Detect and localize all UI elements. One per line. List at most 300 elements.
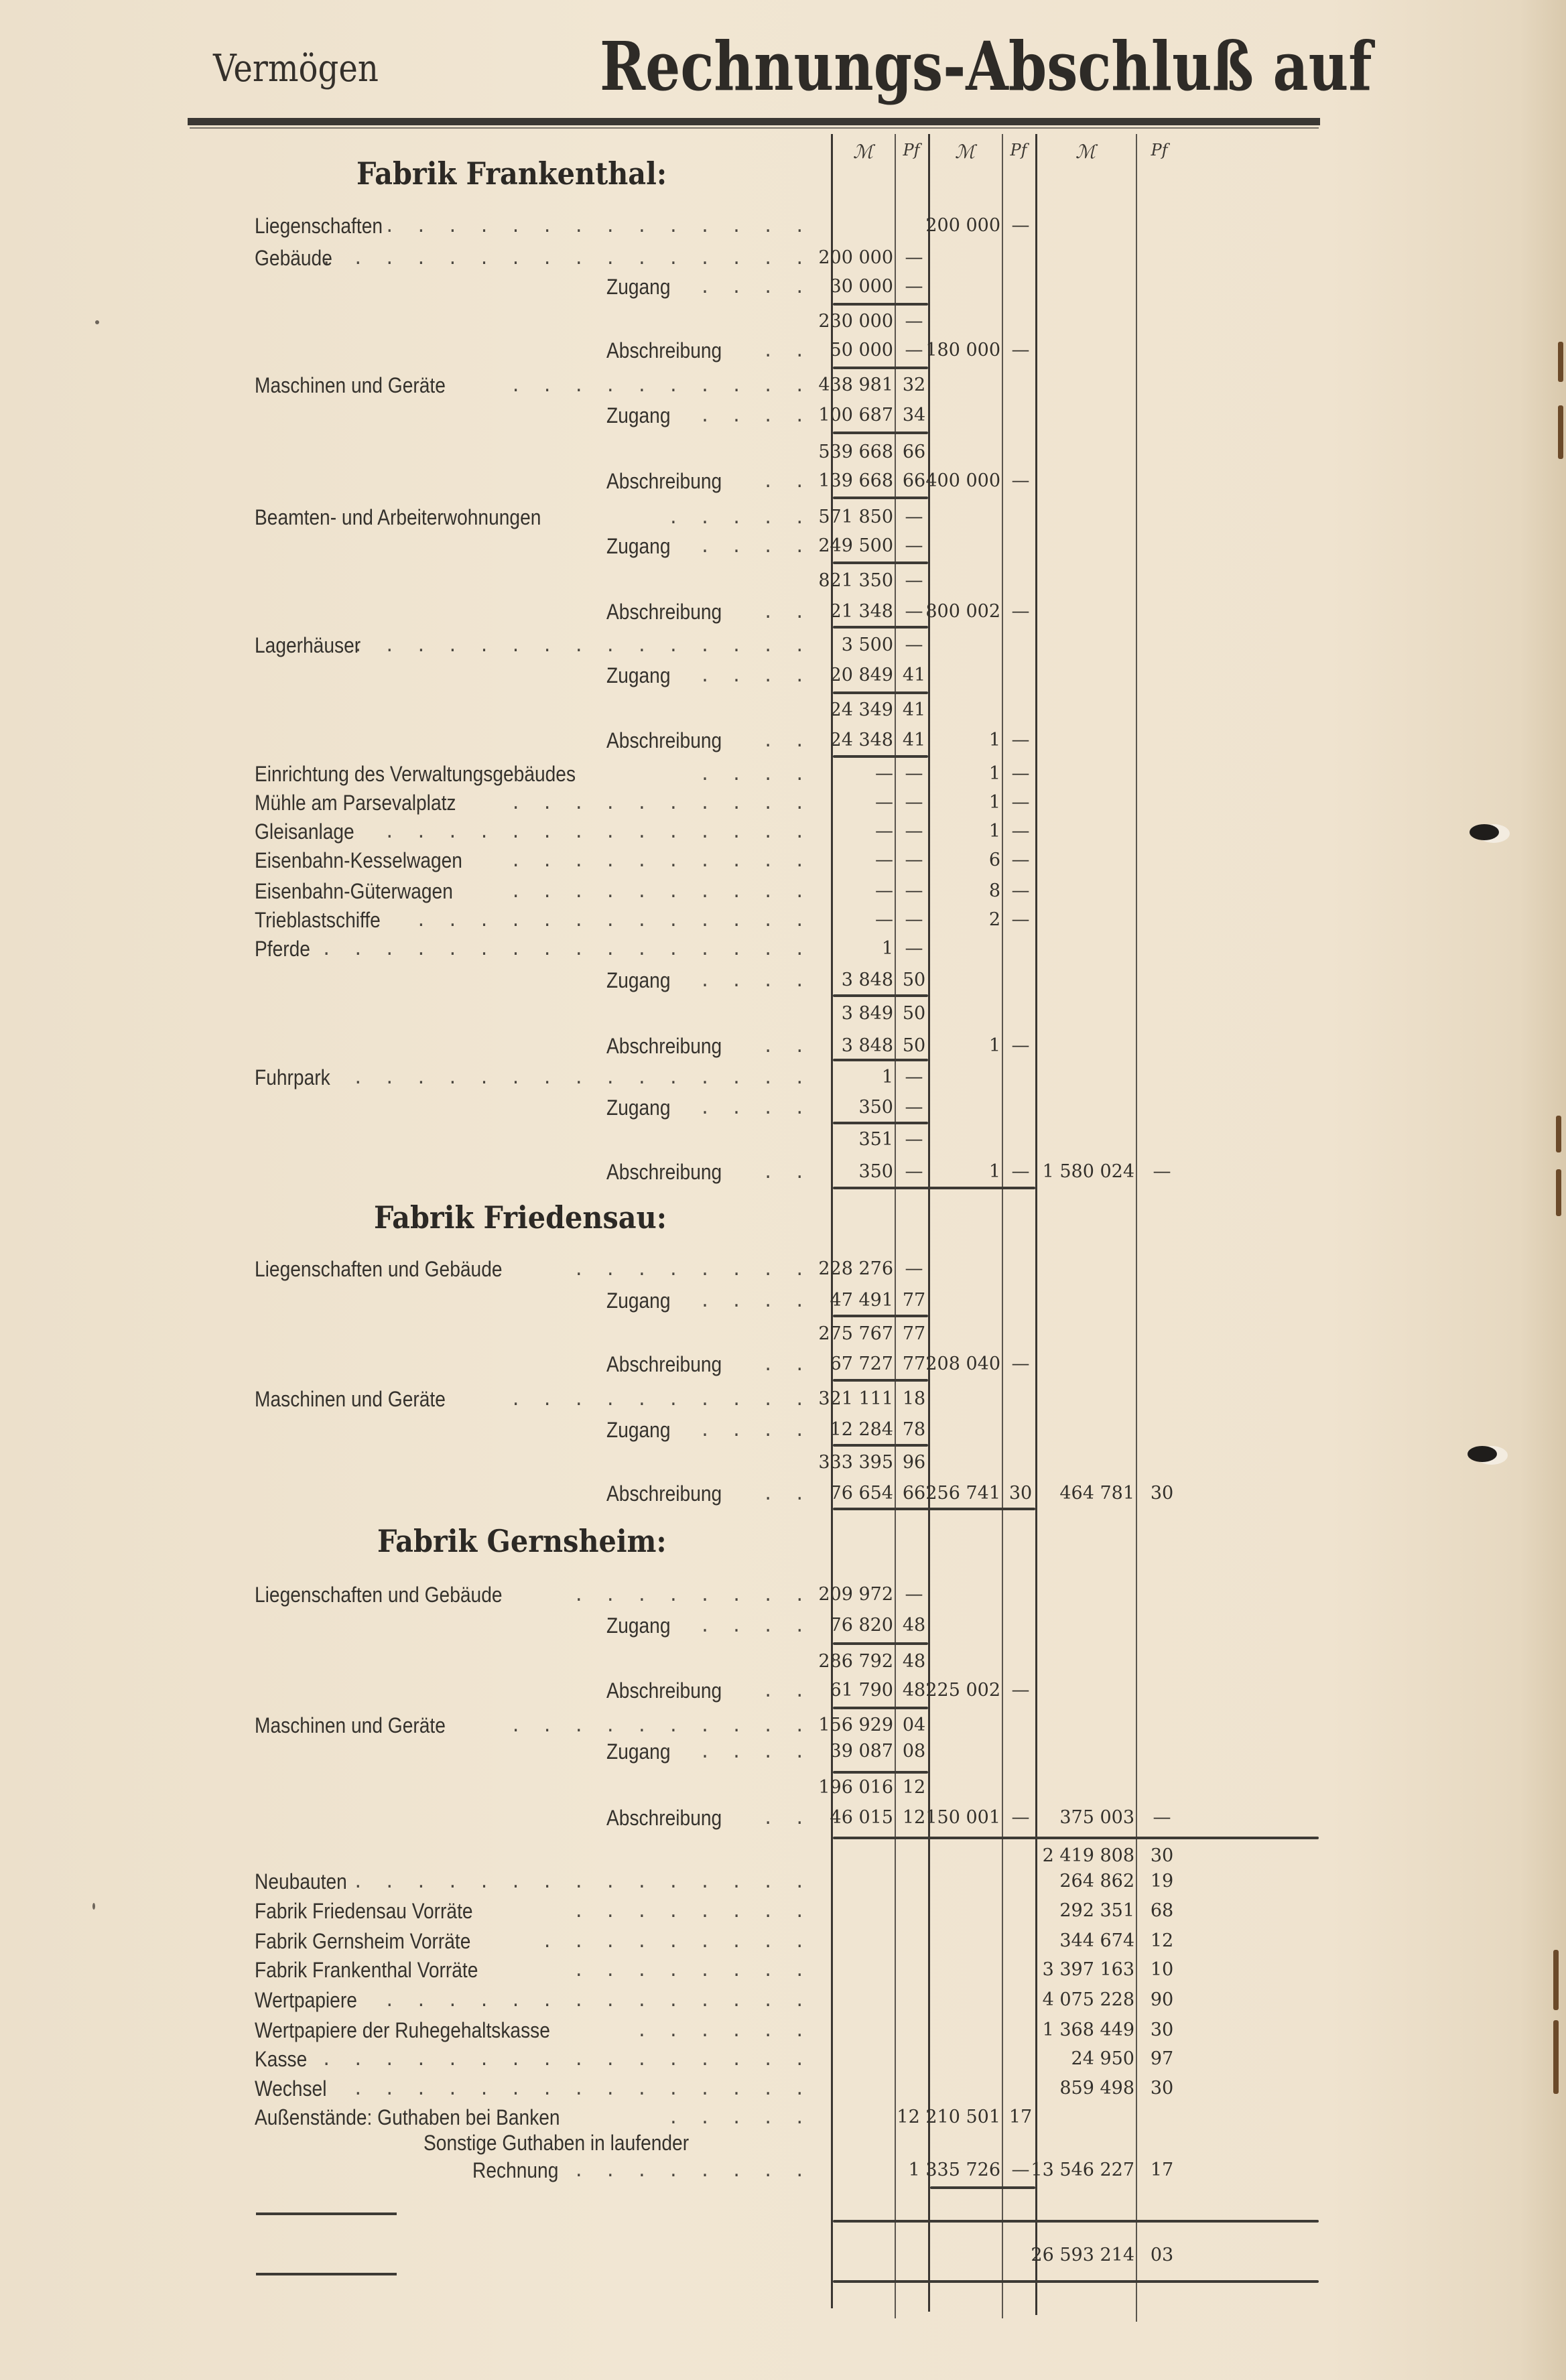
row-label: Zugang bbox=[606, 534, 671, 558]
row-label: Abschreibung bbox=[606, 1034, 722, 1058]
col1-pf-header: Pf bbox=[903, 141, 920, 159]
pfennig-amount-col3: 68 bbox=[1150, 1900, 1174, 1921]
signature-line bbox=[256, 2212, 397, 2215]
mark-amount-col3: 859 498 bbox=[1059, 2078, 1134, 2099]
leader-dots: . . . . bbox=[702, 968, 812, 992]
pfennig-amount-col1: — bbox=[905, 635, 923, 655]
mark-amount-col2: 225 002 bbox=[925, 1680, 1000, 1701]
pfennig-amount-col3: 30 bbox=[1150, 2078, 1174, 2099]
leader-dots: . . . . bbox=[702, 1739, 812, 1763]
pfennig-amount-col1: 08 bbox=[902, 1741, 926, 1762]
pfennig-amount-col3: 19 bbox=[1150, 1871, 1174, 1892]
pfennig-amount-col2: — bbox=[1011, 763, 1030, 784]
leader-dots: . . . . . . . . bbox=[575, 1257, 812, 1280]
mark-amount-col3: 13 546 227 bbox=[1031, 2160, 1134, 2180]
pfennig-amount-col1: 50 bbox=[902, 1003, 926, 1024]
mark-amount-col1: 76 820 bbox=[830, 1615, 893, 1636]
ledger-row bbox=[0, 935, 1566, 962]
mark-amount-col3: 464 781 bbox=[1059, 1483, 1134, 1504]
ledger-row bbox=[0, 1351, 1566, 1378]
pfennig-amount-col3: — bbox=[1153, 1807, 1171, 1828]
mark-amount-col2: 200 000 bbox=[925, 215, 1000, 236]
ledger-row bbox=[0, 662, 1566, 689]
mark-amount-col3: 264 862 bbox=[1059, 1871, 1134, 1892]
mark-amount-col1: — bbox=[875, 909, 893, 930]
pfennig-amount-col2: — bbox=[1011, 821, 1030, 842]
leader-dots: . . . . . . . . . . bbox=[512, 373, 812, 397]
mark-amount-col2: 1 bbox=[988, 792, 1000, 813]
signature-line bbox=[256, 2273, 397, 2275]
row-label: Gleisanlage bbox=[255, 819, 354, 844]
row-label: Wertpapiere bbox=[255, 1988, 357, 2012]
ledger-row bbox=[0, 1612, 1566, 1639]
mark-amount-col1: 275 767 bbox=[818, 1323, 893, 1344]
mark-amount-col1: 1 bbox=[881, 1067, 893, 1087]
pfennig-amount-col1: — bbox=[905, 1584, 923, 1605]
ledger-row bbox=[0, 632, 1566, 659]
row-label: Zugang bbox=[606, 1739, 671, 1764]
mark-amount-col1: 351 bbox=[858, 1129, 893, 1150]
pfennig-amount-col1: — bbox=[905, 850, 923, 870]
row-label: Zugang bbox=[606, 1288, 671, 1313]
mark-amount-col1: 196 016 bbox=[818, 1777, 893, 1798]
leader-dots: . . . . . . . . . . . . . . bbox=[386, 1988, 812, 2011]
sum-rule bbox=[833, 367, 928, 369]
pfennig-amount-col1: — bbox=[905, 1097, 923, 1118]
punch-hole bbox=[1470, 824, 1499, 840]
mark-amount-col1: — bbox=[875, 850, 893, 870]
row-label: Maschinen und Geräte bbox=[255, 1387, 446, 1411]
ledger-row bbox=[0, 2104, 1566, 2131]
sum-rule bbox=[833, 1444, 928, 1447]
pfennig-amount-col2: — bbox=[1011, 1807, 1030, 1828]
mark-amount-col1: 39 087 bbox=[830, 1741, 893, 1762]
ledger-row bbox=[0, 878, 1566, 905]
leader-dots: . . bbox=[765, 1678, 812, 1702]
pfennig-amount-col1: 50 bbox=[902, 970, 926, 990]
ledger-row bbox=[0, 337, 1566, 364]
section-heading-gernsheim: Fabrik Gernsheim: bbox=[377, 1523, 667, 1559]
row-label: Abschreibung bbox=[606, 1160, 722, 1184]
mark-amount-col1: 76 654 bbox=[830, 1483, 893, 1504]
mark-amount-col2: 1 335 726 bbox=[908, 2160, 1000, 2180]
mark-amount-col1: 67 727 bbox=[830, 1353, 893, 1374]
ledger-row bbox=[0, 212, 1566, 239]
row-label: Liegenschaften bbox=[255, 214, 383, 238]
sum-rule bbox=[833, 1642, 928, 1645]
row-label: Abschreibung bbox=[606, 1806, 722, 1830]
mark-amount-col2: 8 bbox=[988, 880, 1000, 901]
leader-dots: . . . . . . . . . . . . . . . bbox=[354, 633, 812, 657]
pfennig-amount-col3: 30 bbox=[1150, 1483, 1174, 1504]
ledger-row bbox=[0, 818, 1566, 845]
row-label: Rechnung bbox=[472, 2158, 559, 2182]
pfennig-amount-col3: 03 bbox=[1150, 2245, 1174, 2265]
pfennig-amount-col1: 34 bbox=[902, 405, 926, 425]
row-label: Einrichtung des Verwaltungsgebäudes bbox=[255, 762, 576, 786]
mark-amount-col1: — bbox=[875, 792, 893, 813]
ledger-row bbox=[0, 789, 1566, 816]
mark-amount-col1: 100 687 bbox=[818, 405, 893, 425]
ledger-row bbox=[0, 1987, 1566, 2013]
leader-dots: . . . . . . . . . . . . . . . bbox=[354, 2076, 812, 2100]
ledger-row bbox=[0, 1000, 1566, 1027]
ledger-row bbox=[0, 1094, 1566, 1121]
pfennig-amount-col2: — bbox=[1011, 850, 1030, 870]
ledger-row bbox=[0, 907, 1566, 933]
ledger-row bbox=[0, 1480, 1566, 1507]
row-label: Abschreibung bbox=[606, 1481, 722, 1506]
mark-amount-col1: 20 849 bbox=[830, 665, 893, 685]
leader-dots: . . . . . . . . . . . . . . bbox=[386, 819, 812, 843]
mark-amount-col2: 400 000 bbox=[925, 470, 1000, 491]
ledger-row bbox=[0, 1738, 1566, 1765]
mark-amount-col1: 47 491 bbox=[830, 1290, 893, 1311]
row-label: Wertpapiere der Ruhegehaltskasse bbox=[255, 2018, 550, 2042]
leader-dots: . . bbox=[765, 728, 812, 752]
pfennig-amount-col2: — bbox=[1011, 340, 1030, 360]
ledger-row bbox=[0, 1898, 1566, 1924]
mark-amount-col1: 24 349 bbox=[830, 700, 893, 720]
row-label: Maschinen und Geräte bbox=[255, 1713, 446, 1737]
leader-dots: . . . . . . . . bbox=[575, 1899, 812, 1922]
mark-amount-col3: 24 950 bbox=[1071, 2048, 1134, 2069]
ledger-row bbox=[0, 2129, 1566, 2156]
ledger-row bbox=[0, 533, 1566, 559]
mark-amount-col1: 350 bbox=[858, 1161, 893, 1182]
ledger-row bbox=[0, 1868, 1566, 1895]
mark-amount-col1: 228 276 bbox=[818, 1258, 893, 1279]
row-label: Abschreibung bbox=[606, 469, 722, 493]
leader-dots: . . bbox=[765, 1481, 812, 1505]
pfennig-amount-col1: — bbox=[905, 880, 923, 901]
row-label: Zugang bbox=[606, 1613, 671, 1638]
ledger-row bbox=[0, 1126, 1566, 1153]
header-rule-thin bbox=[190, 127, 1319, 129]
header-rule bbox=[188, 118, 1320, 125]
mark-amount-col1: 821 350 bbox=[818, 570, 893, 591]
pfennig-amount-col1: — bbox=[905, 909, 923, 930]
row-label: Neubauten bbox=[255, 1869, 347, 1894]
pfennig-amount-col3: 90 bbox=[1150, 1989, 1174, 2010]
mark-amount-col1: 3 848 bbox=[841, 1035, 893, 1056]
ledger-row bbox=[0, 308, 1566, 335]
leader-dots: . . . . bbox=[702, 403, 812, 427]
ledger-row bbox=[0, 504, 1566, 531]
ledger-row bbox=[0, 2046, 1566, 2072]
pfennig-amount-col1: 77 bbox=[902, 1353, 926, 1374]
mark-amount-col3: 2 419 808 bbox=[1042, 1845, 1134, 1866]
pfennig-amount-col3: 30 bbox=[1150, 1845, 1174, 1866]
ledger-row bbox=[0, 727, 1566, 754]
mark-amount-col1: 61 790 bbox=[830, 1680, 893, 1701]
leader-dots: . . . . bbox=[702, 534, 812, 557]
row-label: Zugang bbox=[606, 968, 671, 992]
pfennig-amount-col1: 77 bbox=[902, 1323, 926, 1344]
paper-speck bbox=[95, 320, 99, 324]
sum-rule bbox=[833, 1771, 928, 1774]
ledger-row bbox=[0, 847, 1566, 874]
row-label: Zugang bbox=[606, 275, 671, 299]
mark-amount-col1: 30 000 bbox=[830, 276, 893, 297]
mark-amount-col1: 3 500 bbox=[841, 635, 893, 655]
ledger-row bbox=[0, 439, 1566, 466]
pfennig-amount-col1: — bbox=[905, 792, 923, 813]
leader-dots: . . . . bbox=[702, 1096, 812, 1119]
section-heading-frankenthal: Fabrik Frankenthal: bbox=[356, 155, 667, 192]
leader-dots: . . . . . . . . bbox=[575, 1583, 812, 1606]
leader-dots: . . bbox=[765, 469, 812, 492]
leader-dots: . . bbox=[765, 1160, 812, 1183]
col2-mark-header: ℳ bbox=[955, 141, 975, 163]
mark-amount-col1: 3 849 bbox=[841, 1003, 893, 1024]
sum-rule bbox=[833, 432, 928, 434]
mark-amount-col1: 438 981 bbox=[818, 375, 893, 395]
leader-dots: . . . . . . . . bbox=[575, 2158, 812, 2182]
leader-dots: . . . . . . . . . bbox=[543, 1929, 812, 1953]
mark-amount-col3: 1 580 024 bbox=[1042, 1161, 1134, 1182]
ledger-row bbox=[0, 1033, 1566, 1059]
pfennig-amount-col1: 32 bbox=[902, 375, 926, 395]
pfennig-amount-col1: — bbox=[905, 821, 923, 842]
paper-speck bbox=[92, 1903, 95, 1910]
leader-dots: . . . . . . . . . . bbox=[512, 879, 812, 903]
mark-amount-col1: 46 015 bbox=[830, 1807, 893, 1828]
ledger-row bbox=[0, 245, 1566, 271]
section-heading-friedensau: Fabrik Friedensau: bbox=[374, 1199, 667, 1236]
ledger-row bbox=[0, 402, 1566, 429]
pfennig-amount-col1: — bbox=[905, 247, 923, 268]
mark-amount-col1: 50 000 bbox=[830, 340, 893, 360]
col1-mark-header: ℳ bbox=[853, 141, 873, 163]
leader-dots: . . bbox=[765, 600, 812, 623]
ledger-row bbox=[0, 1449, 1566, 1476]
mark-amount-col2: 6 bbox=[988, 850, 1000, 870]
pfennig-amount-col1: 12 bbox=[902, 1807, 926, 1828]
pfennig-amount-col1: — bbox=[905, 311, 923, 332]
row-label: Lagerhäuser bbox=[255, 633, 361, 657]
mark-amount-col2: 180 000 bbox=[925, 340, 1000, 360]
row-label: Fabrik Frankenthal Vorräte bbox=[255, 1958, 478, 1982]
col3-mark-header: ℳ bbox=[1075, 141, 1096, 163]
sum-rule bbox=[930, 2186, 1035, 2189]
ledger-row bbox=[0, 1159, 1566, 1185]
mark-amount-col1: 249 500 bbox=[818, 535, 893, 556]
pfennig-amount-col2: — bbox=[1011, 1353, 1030, 1374]
pfennig-amount-col3: 97 bbox=[1150, 2048, 1174, 2069]
pfennig-amount-col3: — bbox=[1153, 1161, 1171, 1182]
pfennig-amount-col1: — bbox=[905, 763, 923, 784]
row-label: Liegenschaften und Gebäude bbox=[255, 1257, 503, 1281]
pfennig-amount-col1: — bbox=[905, 1161, 923, 1182]
ledger-row bbox=[0, 697, 1566, 724]
ledger-row bbox=[0, 2075, 1566, 2102]
sum-rule bbox=[833, 1187, 1035, 1189]
mark-amount-col1: 571 850 bbox=[818, 507, 893, 527]
row-label: Abschreibung bbox=[606, 1352, 722, 1376]
ledger-row bbox=[0, 1287, 1566, 1314]
ledger-row bbox=[0, 1581, 1566, 1608]
pfennig-amount-col1: 41 bbox=[902, 665, 926, 685]
sum-rule bbox=[833, 626, 928, 629]
ledger-row bbox=[0, 1064, 1566, 1091]
leader-dots: . . . . bbox=[702, 1613, 812, 1637]
pfennig-amount-col1: — bbox=[905, 507, 923, 527]
sum-rule bbox=[833, 1315, 928, 1317]
row-label: Fabrik Gernsheim Vorräte bbox=[255, 1929, 471, 1953]
pfennig-amount-col1: 18 bbox=[902, 1388, 926, 1409]
mark-amount-col1: 286 792 bbox=[818, 1651, 893, 1672]
ledger-row bbox=[0, 2017, 1566, 2044]
pfennig-amount-col1: — bbox=[905, 570, 923, 591]
sum-rule bbox=[833, 1837, 1319, 1839]
mark-amount-col3: 3 397 163 bbox=[1042, 1959, 1134, 1980]
sum-rule bbox=[833, 497, 928, 499]
pfennig-amount-col2: 17 bbox=[1008, 2107, 1033, 2127]
mark-amount-col1: 156 929 bbox=[818, 1715, 893, 1735]
sum-rule bbox=[833, 755, 928, 758]
pfennig-amount-col1: — bbox=[905, 1129, 923, 1150]
punch-hole bbox=[1467, 1446, 1497, 1462]
sum-rule bbox=[833, 1122, 928, 1124]
row-label: Wechsel bbox=[255, 2076, 327, 2101]
mark-amount-col3: 292 351 bbox=[1059, 1900, 1134, 1921]
pfennig-amount-col1: 78 bbox=[902, 1419, 926, 1440]
row-label: Liegenschaften und Gebäude bbox=[255, 1583, 503, 1607]
page-heading-assets: Vermögen bbox=[213, 47, 379, 90]
row-label: Zugang bbox=[606, 403, 671, 427]
row-label: Fabrik Friedensau Vorräte bbox=[255, 1899, 473, 1923]
pfennig-amount-col1: 04 bbox=[902, 1715, 926, 1735]
sum-rule bbox=[833, 1707, 928, 1709]
row-label: Eisenbahn-Kesselwagen bbox=[255, 848, 462, 872]
ledger-row bbox=[0, 967, 1566, 994]
pfennig-amount-col2: — bbox=[1011, 730, 1030, 750]
pfennig-amount-col2: — bbox=[1011, 909, 1030, 930]
pfennig-amount-col1: 96 bbox=[902, 1452, 926, 1473]
binding-mark bbox=[1556, 1116, 1561, 1152]
mark-amount-col1: 1 bbox=[881, 938, 893, 959]
pfennig-amount-col2: — bbox=[1011, 1035, 1030, 1056]
mark-amount-col2: 150 001 bbox=[925, 1807, 1000, 1828]
sum-rule bbox=[833, 994, 928, 997]
row-label: Außenstände: Guthaben bei Banken bbox=[255, 2105, 560, 2129]
row-label: Mühle am Parsevalplatz bbox=[255, 791, 456, 815]
binding-mark bbox=[1556, 1169, 1561, 1216]
ledger-row bbox=[0, 568, 1566, 594]
row-label: Maschinen und Geräte bbox=[255, 373, 446, 397]
leader-dots: . . . . bbox=[702, 1288, 812, 1312]
leader-dots: . . . . . . . . . . bbox=[512, 791, 812, 814]
mark-amount-col3: 344 674 bbox=[1059, 1930, 1134, 1951]
pfennig-amount-col1: 41 bbox=[902, 730, 926, 750]
pfennig-amount-col1: 66 bbox=[902, 1483, 926, 1504]
pfennig-amount-col2: 30 bbox=[1008, 1483, 1033, 1504]
mark-amount-col1: 3 848 bbox=[841, 970, 893, 990]
mark-amount-col2: 1 bbox=[988, 821, 1000, 842]
ledger-row bbox=[0, 2242, 1566, 2269]
leader-dots: . . . . . . . . . . bbox=[512, 1713, 812, 1737]
pfennig-amount-col2: — bbox=[1011, 880, 1030, 901]
ledger-row bbox=[0, 1648, 1566, 1675]
mark-amount-col3: 375 003 bbox=[1059, 1807, 1134, 1828]
mark-amount-col2: 256 741 bbox=[925, 1483, 1000, 1504]
leader-dots: . . . . bbox=[702, 663, 812, 687]
row-label: Zugang bbox=[606, 1096, 671, 1120]
mark-amount-col1: 12 284 bbox=[830, 1419, 893, 1440]
mark-amount-col1: 350 bbox=[858, 1097, 893, 1118]
leader-dots: . . . . . . . . . . . . . . . bbox=[354, 1065, 812, 1089]
leader-dots: . . . . . . bbox=[639, 2018, 812, 2042]
mark-amount-col2: 12 210 501 bbox=[897, 2107, 1000, 2127]
pfennig-amount-col3: 30 bbox=[1150, 2020, 1174, 2040]
mark-amount-col1: — bbox=[875, 880, 893, 901]
ledger-row bbox=[0, 468, 1566, 494]
leader-dots: . . . . bbox=[702, 762, 812, 785]
row-label: Abschreibung bbox=[606, 600, 722, 624]
pfennig-amount-col2: — bbox=[1011, 1161, 1030, 1182]
pfennig-amount-col1: — bbox=[905, 1067, 923, 1087]
mark-amount-col1: — bbox=[875, 763, 893, 784]
binding-mark bbox=[1558, 342, 1563, 382]
mark-amount-col2: 1 bbox=[988, 1161, 1000, 1182]
pfennig-amount-col2: — bbox=[1011, 2160, 1030, 2180]
mark-amount-col1: 230 000 bbox=[818, 311, 893, 332]
mark-amount-col1: 539 668 bbox=[818, 442, 893, 462]
pfennig-amount-col1: — bbox=[905, 1258, 923, 1279]
leader-dots: . . . . . . . . . . bbox=[512, 848, 812, 872]
pfennig-amount-col1: 48 bbox=[902, 1615, 926, 1636]
sum-rule bbox=[833, 561, 928, 564]
pfennig-amount-col1: 48 bbox=[902, 1680, 926, 1701]
pfennig-amount-col1: — bbox=[905, 340, 923, 360]
leader-dots: . . . . . . . . . . bbox=[512, 1387, 812, 1410]
pfennig-amount-col1: — bbox=[905, 276, 923, 297]
mark-amount-col1: 321 111 bbox=[818, 1388, 893, 1409]
ledger-row bbox=[0, 761, 1566, 787]
mark-amount-col1: 139 668 bbox=[818, 470, 893, 491]
pfennig-amount-col2: — bbox=[1011, 792, 1030, 813]
leader-dots: . . . . bbox=[702, 1418, 812, 1441]
leader-dots: . . . . . bbox=[670, 505, 812, 529]
leader-dots: . . . . . . . . . . . . . . bbox=[386, 214, 812, 237]
mark-amount-col1: 333 395 bbox=[818, 1452, 893, 1473]
ledger-row bbox=[0, 1321, 1566, 1347]
binding-mark bbox=[1558, 405, 1563, 459]
mark-amount-col2: 1 bbox=[988, 763, 1000, 784]
col3-pf-header: Pf bbox=[1151, 141, 1168, 159]
ledger-row bbox=[0, 1928, 1566, 1955]
pfennig-amount-col1: 77 bbox=[902, 1290, 926, 1311]
mark-amount-col1: 21 348 bbox=[830, 601, 893, 622]
ledger-row bbox=[0, 1804, 1566, 1831]
sum-rule bbox=[833, 691, 928, 694]
ledger-row bbox=[0, 1677, 1566, 1704]
pfennig-amount-col1: — bbox=[905, 535, 923, 556]
row-label: Gebäude bbox=[255, 246, 332, 270]
pfennig-amount-col3: 17 bbox=[1150, 2160, 1174, 2180]
mark-amount-col2: 2 bbox=[988, 909, 1000, 930]
leader-dots: . . . . . bbox=[670, 2105, 812, 2129]
leader-dots: . . . . . . . . bbox=[575, 1958, 812, 1981]
leader-dots: . . . . . . . . . . . . . . . . bbox=[323, 2047, 812, 2070]
mark-amount-col3: 4 075 228 bbox=[1042, 1989, 1134, 2010]
mark-amount-col2: 1 bbox=[988, 730, 1000, 750]
ledger-row bbox=[0, 1386, 1566, 1412]
pfennig-amount-col1: 50 bbox=[902, 1035, 926, 1056]
row-label: Zugang bbox=[606, 1418, 671, 1442]
mark-amount-col3: 1 368 449 bbox=[1042, 2020, 1134, 2040]
